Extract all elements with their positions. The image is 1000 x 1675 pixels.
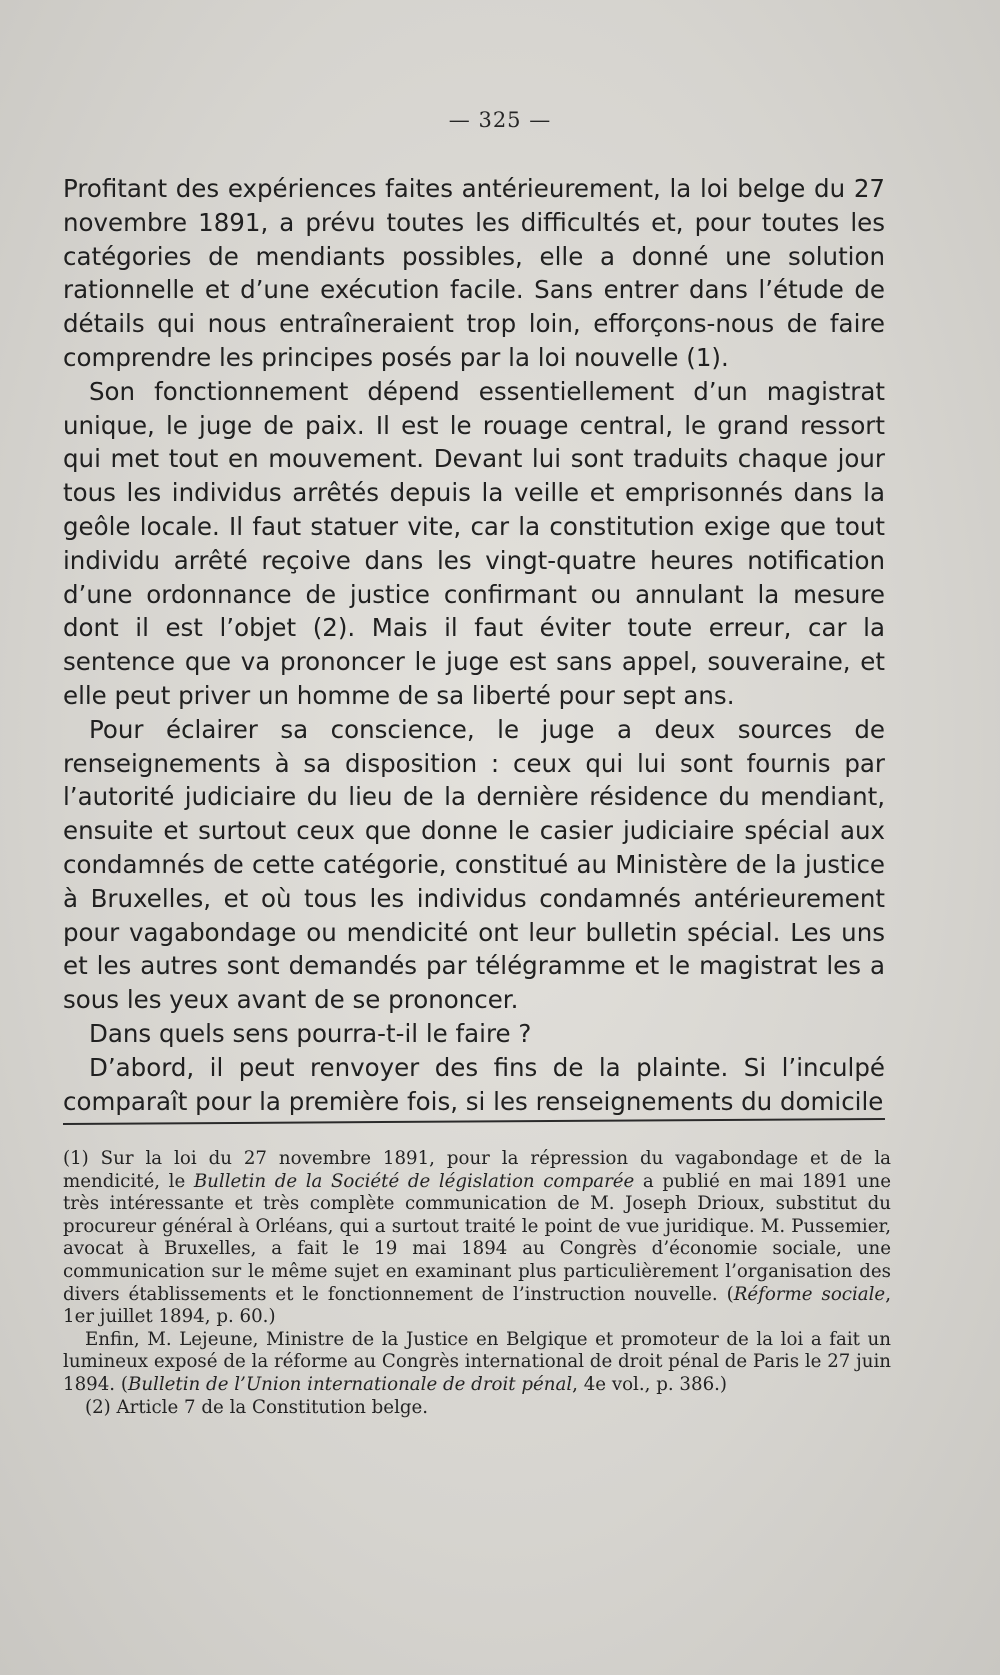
footnotes [63,1148,891,1419]
paragraph: Son fonctionnement dépend essentiellement d’un magistrat unique, le juge de paix. Il est le rouage central, le grand ressort qui met tout en mouvement. Devant lui sont traduits chaque jour tous les individus arrêtés depuis la veille et emprisonnés dans la geôle locale. Il faut statuer vite, car la constitution exige que tout individu arrêté reçoive dans les vingt-quatre heures notification d’une ordonnance de justice confirmant ou annulant la mesure dont il est l’objet (2). Mais il faut éviter toute erreur, car la sentence que va prononcer le juge est sans appel, souveraine, et elle peut priver un homme de sa liberté pour sept ans. [63,376,885,710]
paragraph: Profitant des expériences faites antérieurement, la loi belge du 27 novembre 1891, a prévu toutes les difficultés et, pour toutes les catégories de mendiants possibles, elle a donné une solution rationnelle et d’une exécution facile. Sans entrer dans l’étude de détails qui nous entraîneraient trop loin, efforçons-nous de faire comprendre les principes posés par la loi nouvelle (1). [63,174,885,372]
footnote-text: , 1er juillet 1894, p. 60.) [63,1283,891,1328]
footnote-1-continued [63,1329,891,1397]
footnote-citation: Bulletin de la Société de législation comparée [193,1170,635,1192]
footnote-1 [63,1148,891,1329]
footnote-citation: Bulletin de l’Union internationale de droit pénal [127,1373,573,1395]
page-number: — 325 — [448,108,552,132]
footnote-text: a publié en mai 1891 une très intéressante et très complète communication de M. Joseph Drioux, substitut du procureur général à Orléans, qui a surtout traité le point de vue juridique. M. Pussemier, avocat à Bruxelles, a fait le 19 mai 1894 au Congrès d’économie sociale, une communication sur le même sujet en examinant plus particulièrement l’organisation des divers établissements et le fonctionnement de l’instruction nouvelle. ( [63,1170,891,1305]
footnote-2: (2) Article 7 de la Constitution belge. [85,1396,429,1418]
footnote-citation: Réforme sociale [733,1283,886,1305]
main-text [63,172,885,1118]
footnote-text: (1) Sur la loi du 27 novembre 1891, pour la répression du vagabondage et de la mendicité, le [63,1148,891,1192]
footnote-text: , 4e vol., p. 386.) [572,1373,728,1395]
footnote-separator [63,1118,885,1125]
paragraph: Dans quels sens pourra-t-il le faire ? [89,1018,532,1048]
paragraph: Pour éclairer sa conscience, le juge a deux sources de renseignements à sa disposition : ceux qui lui sont fournis par l’autorité judiciaire du lieu de la dernière résidence du mendiant, ensuite et surtout ceux que donne le casier judiciaire spécial aux condamnés de cette catégorie, constitué au Ministère de la justice à Bruxelles, et où tous les individus condamnés antérieurement pour vagabondage ou mendicité ont leur bulletin spécial. Les uns et les autres sont demandés par télégramme et le magistrat les a sous les yeux avant de se prononcer. [63,714,885,1015]
footnote-text: Enfin, M. Lejeune, Ministre de la Justice en Belgique et promoteur de la loi a fait un lumineux exposé de la réforme au Congrès international de droit pénal de Paris le 27 juin 1894. ( [63,1328,891,1395]
paragraph: D’abord, il peut renvoyer des fins de la plainte. Si l’inculpé comparaît pour la première fois, si les renseignements du domicile [63,1052,885,1116]
